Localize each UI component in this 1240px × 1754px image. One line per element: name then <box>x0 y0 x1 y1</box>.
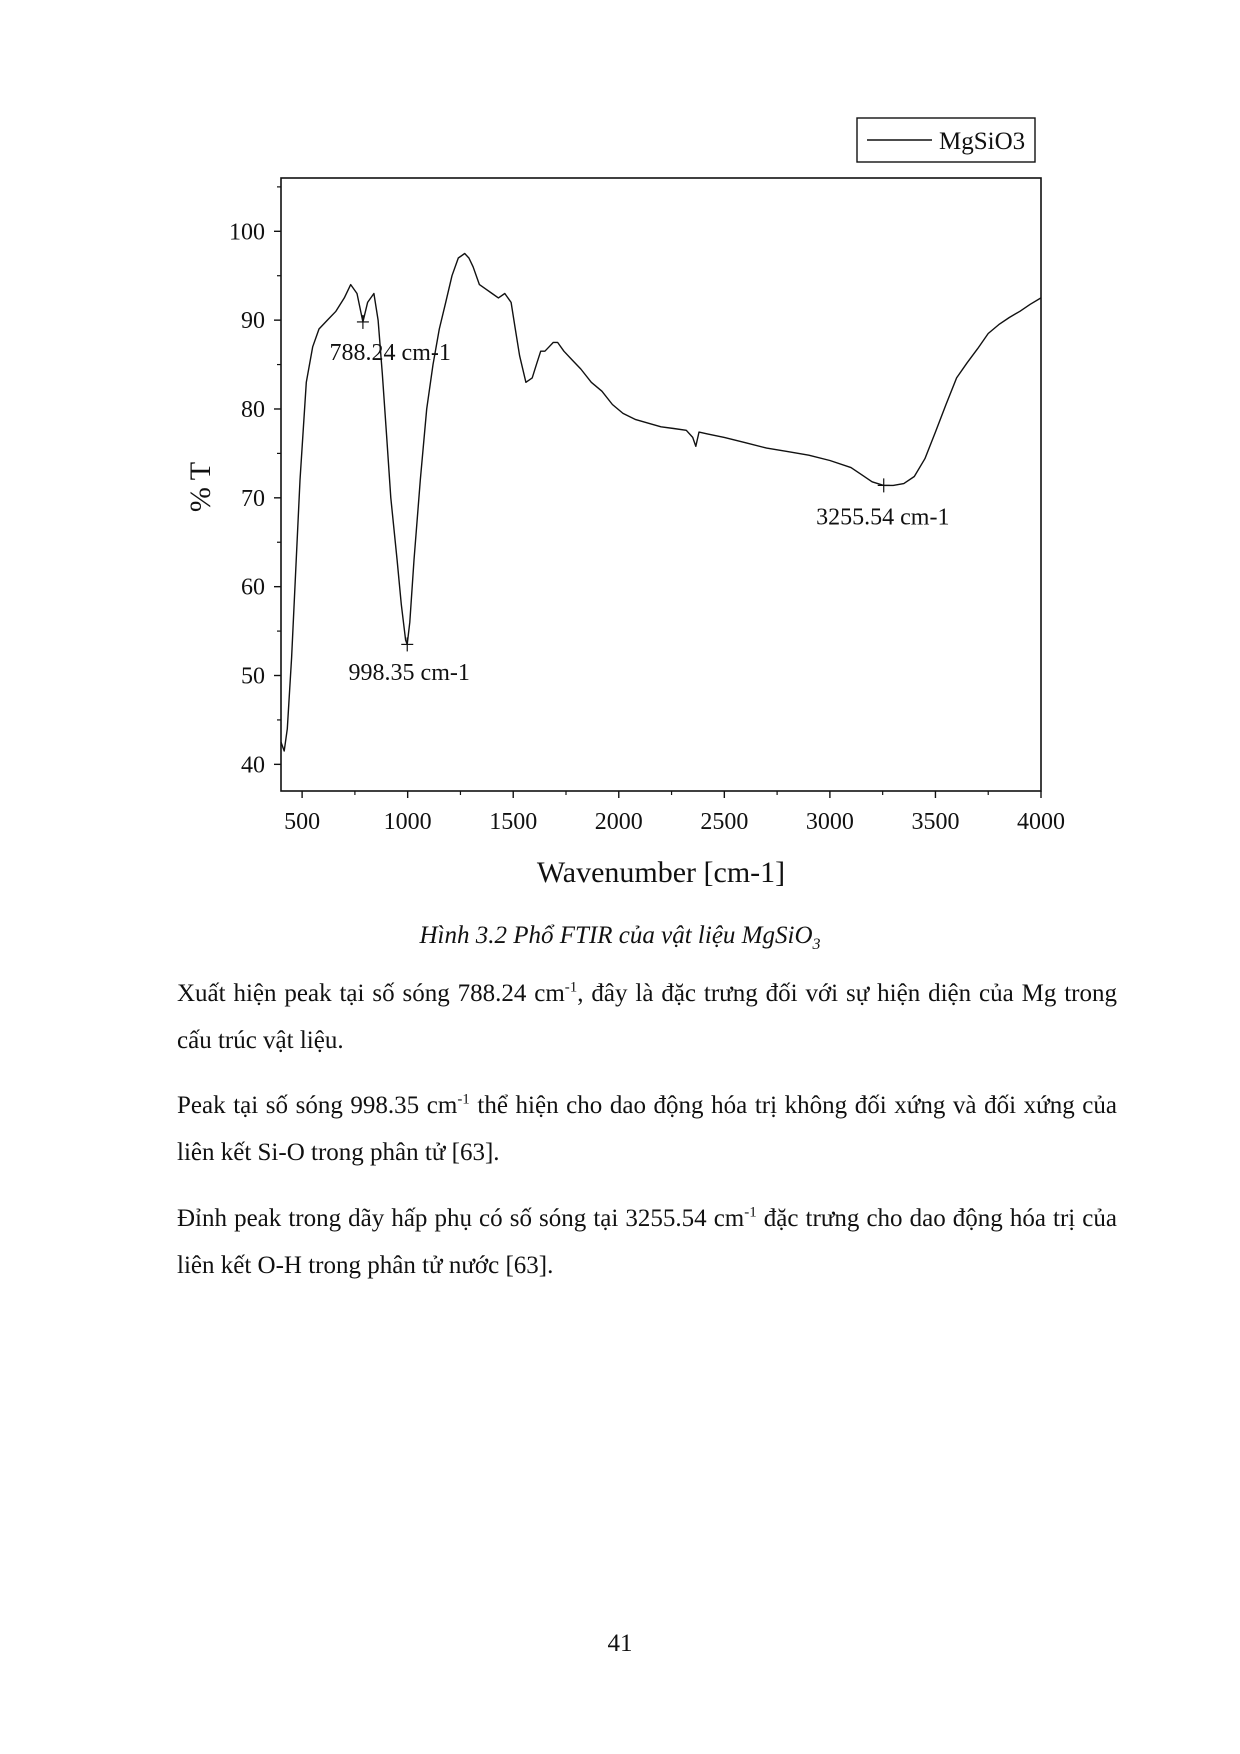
paragraph-2 <box>177 1082 1117 1176</box>
caption-subscript: 3 <box>812 936 821 953</box>
x-tick-label: 3000 <box>805 809 854 835</box>
y-tick-label: 60 <box>241 574 265 601</box>
legend-label: MgSiO3 <box>939 128 1026 155</box>
peak-label: 3255.54 cm-1 <box>816 504 950 531</box>
peak-label: 788.24 cm-1 <box>329 340 451 367</box>
x-tick-label: 1000 <box>383 809 432 835</box>
paragraph-2-superscript: -1 <box>457 1091 470 1108</box>
x-tick-label: 500 <box>284 809 321 835</box>
figure-caption <box>0 922 1240 954</box>
annotation-layer <box>330 315 950 686</box>
paragraph-3 <box>177 1195 1117 1289</box>
paragraph-1-text-a: Xuất hiện peak tại số sóng 788.24 cm <box>177 980 565 1007</box>
x-tick-label: 2000 <box>594 809 643 835</box>
page-number: 41 <box>607 1630 633 1657</box>
y-tick-label: 50 <box>241 663 265 690</box>
legend <box>857 118 1035 162</box>
paragraph-3-superscript: -1 <box>744 1204 757 1221</box>
x-axis-label: Wavenumber [cm-1] <box>536 856 786 889</box>
y-axis-label: % T <box>184 461 217 513</box>
y-tick-label: 70 <box>241 485 265 512</box>
x-tick-label: 2500 <box>700 809 749 835</box>
paragraph-2-text-b: thể hiện cho dao động hóa trị không đối xứng và đối xứng của liên kết Si-O trong phân tử [63]. <box>177 1092 1117 1166</box>
paragraph-1-superscript: -1 <box>564 979 578 996</box>
paragraph-2-text-a: Peak tại số sóng 998.35 cm <box>177 1092 458 1119</box>
y-tick-label: 100 <box>229 219 265 246</box>
x-tick-label: 3500 <box>911 809 960 835</box>
paragraph-3-text-a: Đỉnh peak trong dãy hấp phụ có số sóng tại 3255.54 cm <box>177 1205 745 1232</box>
y-tick-label: 40 <box>241 752 265 779</box>
x-tick-label: 1500 <box>489 809 538 835</box>
paragraph-1 <box>177 970 1117 1064</box>
caption-text: Hình 3.2 Phổ FTIR của vật liệu MgSiO <box>419 922 813 949</box>
y-axis-ticks <box>229 187 281 778</box>
x-tick-label: 4000 <box>1017 809 1065 835</box>
plot-frame <box>281 178 1041 791</box>
peak-label: 998.35 cm-1 <box>348 659 470 686</box>
y-tick-label: 90 <box>241 308 265 335</box>
x-axis-ticks <box>284 791 1065 835</box>
paragraph-3-text-b: đặc trưng cho dao động hóa trị của liên kết O-H trong phân tử nước [63]. <box>177 1205 1117 1279</box>
paragraph-1-text-b: , đây là đặc trưng đối với sự hiện diện của Mg trong cấu trúc vật liệu. <box>177 980 1117 1054</box>
y-tick-label: 80 <box>241 396 265 423</box>
